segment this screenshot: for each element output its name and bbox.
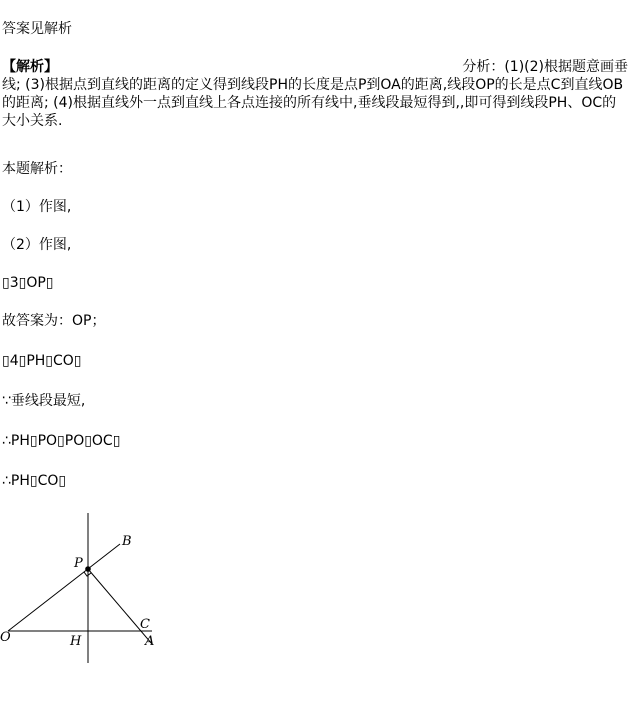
geometry-figure — [0, 508, 170, 668]
step-3: ▯3▯OP▯ — [2, 275, 54, 291]
inequality-line-2: ∴PH▯CO▯ — [2, 473, 67, 489]
label-c: C — [140, 617, 150, 632]
analysis-label: 【解析】 — [2, 59, 58, 75]
step-1: （1）作图, — [2, 199, 72, 215]
label-a: A — [145, 634, 155, 649]
analysis-body: 线; (3)根据点到直线的距离的定义得到线段PH的长度是点P到OA的距离,线段OP的长是点C到直线OB的距离; (4)根据直线外一点到直线上各点连接的所有线中,垂线段最短得到,,即可得到线段PH、OC的大小关系. — [2, 77, 624, 129]
label-o: O — [0, 630, 11, 645]
analysis-head-text: 分析：(1)(2)根据题意画垂 — [462, 59, 628, 75]
label-p: P — [74, 556, 83, 571]
label-h: H — [70, 634, 82, 649]
step-4: ▯4▯PH▯CO▯ — [2, 353, 82, 369]
answer-line: 故答案为：OP； — [2, 313, 106, 329]
label-b: B — [122, 534, 132, 549]
inequality-line-1: ∴PH▯PO▯PO▯OC▯ — [2, 433, 121, 449]
reason-line: ∵垂线段最短, — [2, 393, 86, 409]
step-2: （2）作图, — [2, 237, 72, 253]
solution-heading: 本题解析： — [2, 161, 72, 177]
analysis-header — [2, 58, 628, 76]
point-p — [85, 566, 91, 572]
segment-pc — [88, 569, 152, 644]
answer-title: 答案见解析 — [2, 21, 72, 37]
analysis-section — [2, 58, 628, 130]
